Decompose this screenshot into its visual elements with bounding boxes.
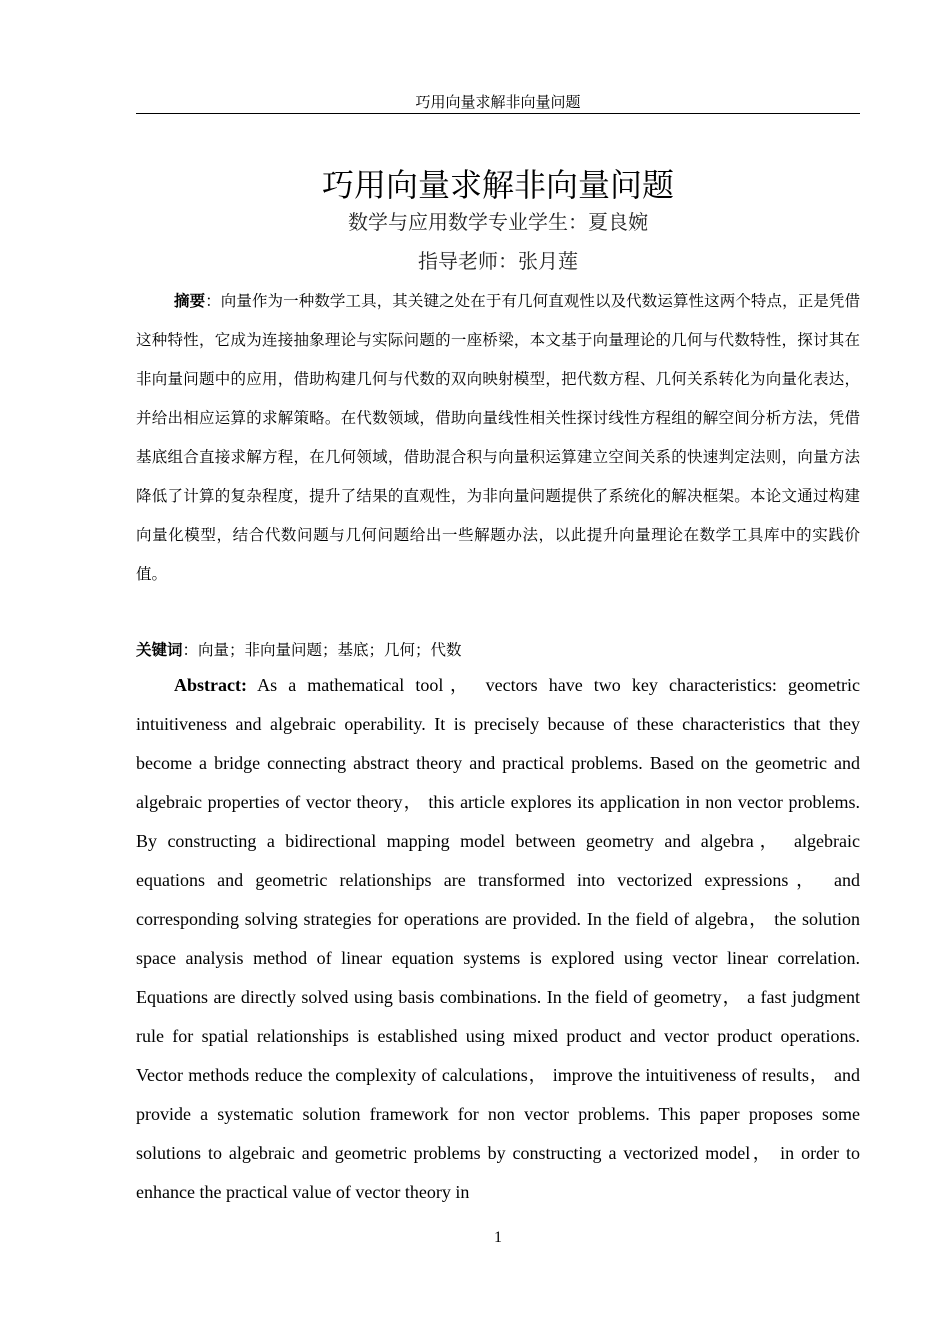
english-abstract-text: As a mathematical tool， vectors have two key characteristics: geometric intuitiveness and algebraic operability. It is precisely because of these characteristics that they become a bridge connecting abstract theory and practical problems. Based on the geometric and algebraic properties of vector theory， this article explores its application in non vector problems. By constructing a bidirectional mapping model between geometry and algebra， algebraic equations and geometric relationships are transformed into vectorized expressions， and corresponding solving strategies for operations are provided. In the field of algebra， the solution space analysis method of linear equation systems is explored using vector linear correlation. Equations are directly solved using basis combinations. In the field of geometry， a fast judgment rule for spatial relationships is established using mixed product and vector product operations. Vector methods reduce the complexity of calculations， improve the intuitiveness of results， and provide a systematic solution framework for non vector problems. This paper proposes some solutions to algebraic and geometric problems by constructing a vectorized model， in order to enhance the practical value of vector theory in xyxy=(136,675,860,1202)
running-header: 巧用向量求解非向量问题 xyxy=(415,93,581,111)
chinese-keywords xyxy=(136,630,860,670)
paper-title: 巧用向量求解非向量问题 xyxy=(321,166,674,205)
advisor-line: 指导老师：张月莲 xyxy=(418,249,578,273)
author-line: 数学与应用数学专业学生：夏良婉 xyxy=(348,210,648,234)
english-abstract-label: Abstract: xyxy=(174,675,247,695)
chinese-keywords-text: ：向量；非向量问题；基底；几何；代数 xyxy=(182,641,462,659)
header-rule xyxy=(136,113,860,114)
page-number: 1 xyxy=(494,1229,502,1246)
chinese-abstract xyxy=(136,281,860,594)
chinese-abstract-text: ：向量作为一种数学工具，其关键之处在于有几何直观性以及代数运算性这两个特点，正是凭借这种特性，它成为连接抽象理论与实际问题的一座桥梁，本文基于向量理论的几何与代数特性，探讨其在非向量问题中的应用，借助构建几何与代数的双向映射模型，把代数方程、几何关系转化为向量化表达，并给出相应运算的求解策略。在代数领域，借助向量线性相关性探讨线性方程组的解空间分析方法，凭借基底组合直接求解方程，在几何领域，借助混合积与向量积运算建立空间关系的快速判定法则，向量方法降低了计算的复杂程度，提升了结果的直观性，为非向量问题提供了系统化的解决框架。本论文通过构建向量化模型，结合代数问题与几何问题给出一些解题办法，以此提升向量理论在数学工具库中的实践价值。 xyxy=(136,292,860,583)
english-abstract xyxy=(136,666,860,1212)
chinese-abstract-label: 摘要 xyxy=(174,291,206,310)
chinese-keywords-label: 关键词 xyxy=(136,640,183,659)
